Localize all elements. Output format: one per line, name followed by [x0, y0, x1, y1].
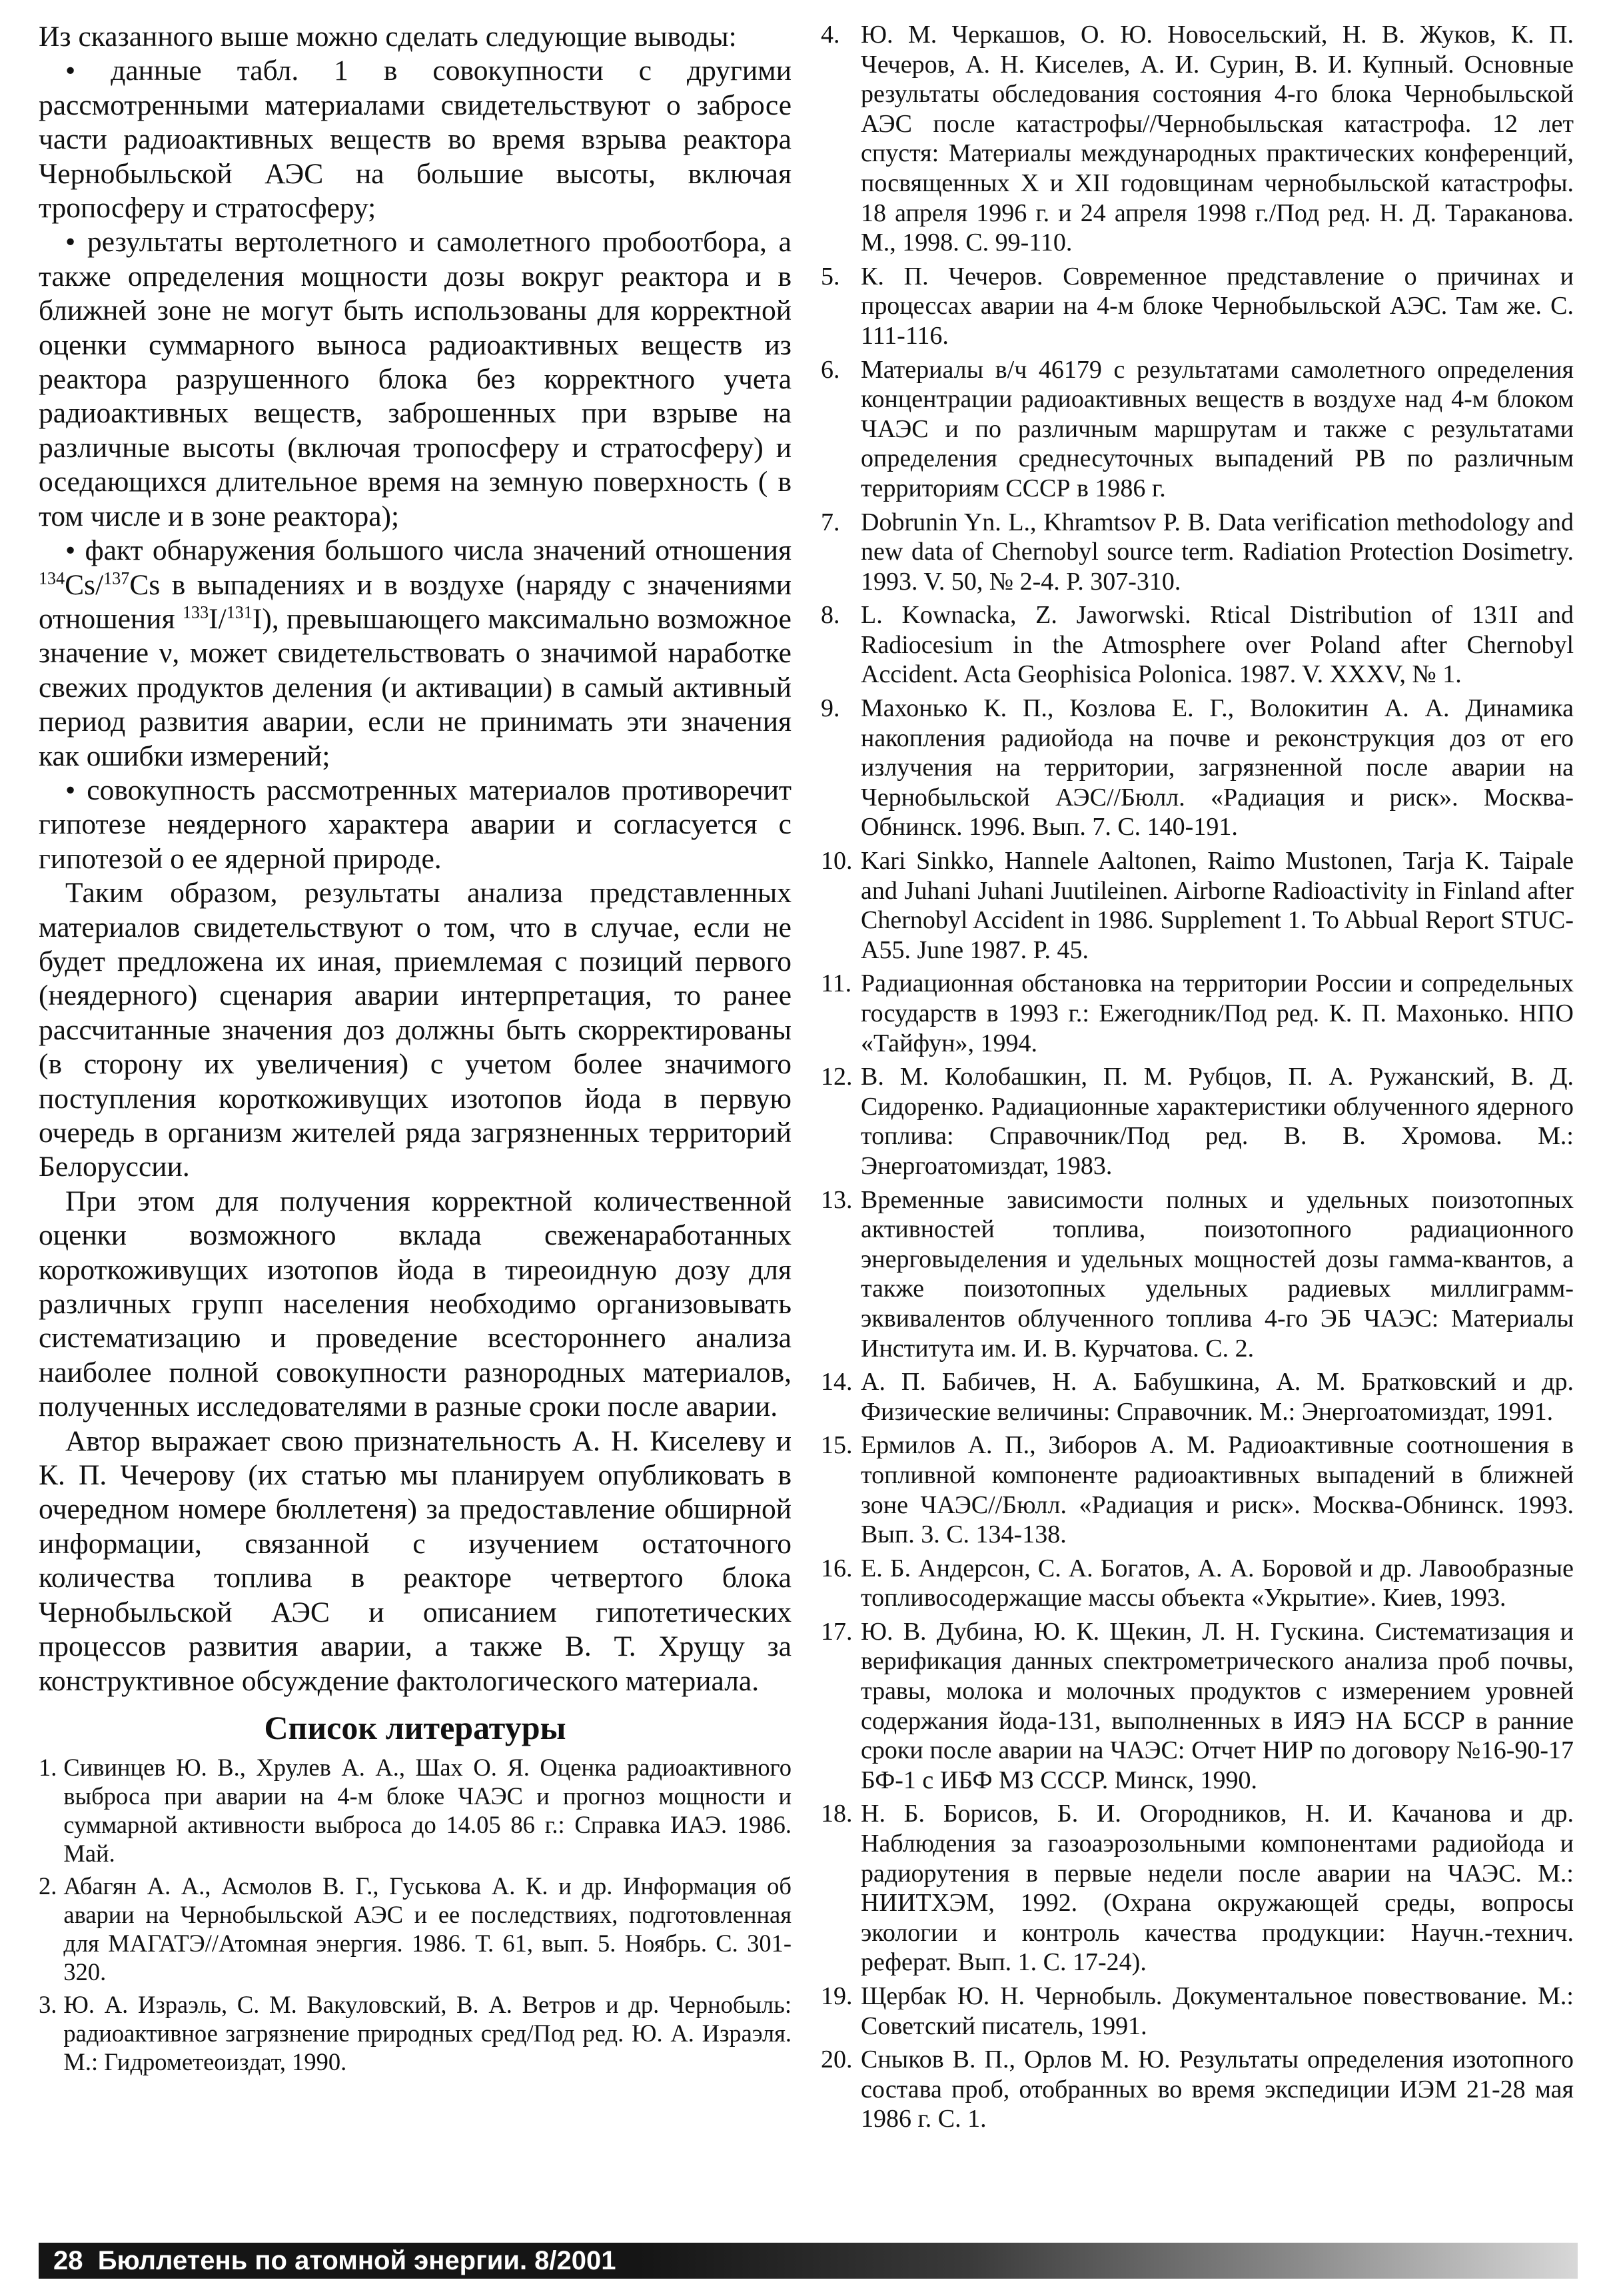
reference-number: 7.	[821, 508, 840, 536]
reference-number: 18.	[821, 1800, 853, 1828]
reference-item	[821, 969, 1574, 1058]
reference-text: В. М. Колобашкин, П. М. Рубцов, П. А. Ружанский, В. Д. Сидоренко. Радиационные характеристики облученного ядерного топлива: Справочник/Под ред. В. В. Хромова. М.: Энергоатомиздат, 1983.	[861, 1063, 1574, 1180]
page-footer	[39, 2243, 1578, 2279]
reference-item	[821, 355, 1574, 504]
reference-number: 15.	[821, 1431, 853, 1460]
body-paragraph: При этом для получения корректной количественной оценки возможного вклада свеженаработанных короткоживущих изотопов йода в тиреоидную дозу для различных групп населения необходимо организовывать систематизацию и проведение всестороннего анализа наиболее полной совокупности разнородных материалов, полученных исследователями в разные сроки после аварии.	[39, 1185, 792, 1423]
acknowledgements-paragraph: Автор выражает свою признательность А. Н. Киселеву и К. П. Чечерову (их статью мы планируем опубликовать в очередном номере бюллетеня) за предоставление обширной информации, связанной с изучением остаточного количества топлива в реакторе четвертого блока Чернобыльской АЭС и описанием гипотетических процессов развития аварии, а также В. Т. Хрущу за конструктивное обсуждение фактологического материала.	[39, 1425, 792, 1697]
references-heading: Список литературы	[264, 1708, 566, 1746]
reference-item	[821, 1367, 1574, 1427]
bullet-paragraph-isotopes: • факт обнаружения большого числа значений отношения $^{134}$Cs/$^{137}$Cs в выпадениях и в воздухе (наряду с значениями отношения $^{133}$I/$^{131}$I), превышающего максимально возможное значение ν, может свидетельствовать о значимой наработке свежих продуктов деления (и активации) в самый активный период развития аварии, если не принимать эти значения как ошибки измерений;	[39, 534, 792, 772]
reference-text: Е. Б. Андерсон, С. А. Богатов, А. А. Боровой и др. Лавообразные топливосодержащие массы объекта «Укрытие». Киев, 1993.	[861, 1554, 1574, 1612]
reference-item	[39, 1753, 792, 1868]
reference-number: 19.	[821, 1982, 853, 2010]
reference-text: L. Kownacka, Z. Jaworwski. Rtical Distribution of 131I and Radiocesium in the Atmosphere over Poland after Chernobyl Accident. Acta Geophisica Polonica. 1987. V. XXXV, № 1.	[861, 601, 1574, 689]
reference-number: 2.	[39, 1872, 57, 1900]
reference-item	[821, 508, 1574, 597]
reference-number: 6.	[821, 355, 840, 384]
reference-item	[821, 694, 1574, 842]
reference-item	[821, 1062, 1574, 1181]
reference-text: Радиационная обстановка на территории России и сопредельных государств в 1993 г.: Ежегодник/Под ред. К. П. Махонько. НПО «Тайфун», 1994.	[861, 969, 1574, 1057]
bullet-paragraph: • результаты вертолетного и самолетного пробоотбора, а также определения мощности дозы вокруг реактора и в ближней зоне не могут быть использованы для корректной оценки суммарного выноса радиоактивных веществ из реактора разрушенного блока без корректного учета радиоактивных веществ, заброшенных при взрыве на различные высоты (включая тропосферу и стратосферу) и оседающихся длительное время на земную поверхность ( в том числе и в зоне реактора);	[39, 226, 792, 532]
reference-item	[821, 1799, 1574, 1978]
reference-text: Ю. В. Дубина, Ю. К. Щекин, Л. Н. Гускина. Систематизация и верификация данных спектрометрического анализа проб почвы, травы, молока и молочных продуктов с измерением уровней содержания йода-131, выполненных в ИЯЭ НА БССР в ранние сроки после аварии на ЧАЭС: Отчет НИР по договору №16-90-17 БФ-1 с ИБФ МЗ СССР. Минск, 1990.	[861, 1617, 1574, 1794]
right-column-references	[821, 20, 1574, 2138]
reference-number: 12.	[821, 1063, 853, 1091]
reference-text: Материалы в/ч 46179 с результатами самолетного определения концентрации радиоактивных веществ в воздухе над 4-м блоком ЧАЭС и по различным маршрутам и также с результатами определения среднесуточных выпадений РВ по различным территориям СССР в 1986 г.	[861, 355, 1574, 502]
reference-text: Махонько К. П., Козлова Е. Г., Волокитин А. А. Динамика накопления радиойода на почве и реконструкция доз от его излучения на территории, загрязненной после аварии на Чернобыльской АЭС//Бюлл. «Радиация и риск». Москва-Обнинск. 1996. Вып. 7. С. 140-191.	[861, 694, 1574, 842]
reference-item	[821, 1982, 1574, 2041]
reference-text: Временные зависимости полных и удельных поизотопных активностей топлива, поизотопного радиационного энерговыделения и удельных мощностей дозы гамма-квантов, а также поизотопных удельных радиевых миллиграмм-эквивалентов облученного топлива 4-го ЭБ ЧАЭС: Материалы Института им. И. В. Курчатова. С. 2.	[861, 1185, 1574, 1363]
left-column	[39, 20, 792, 2080]
reference-number: 9.	[821, 694, 840, 723]
reference-text: Сивинцев Ю. В., Хрулев А. А., Шах О. Я. Оценка радиоактивного выброса при аварии на 4-м блоке ЧАЭС и прогноз мощности и суммарной активности выброса до 14.05 86 г.: Справка ИАЭ. 1986. Май.	[63, 1753, 792, 1867]
reference-item	[39, 1990, 792, 2076]
reference-number: 14.	[821, 1368, 853, 1397]
bullet-paragraph: • данные табл. 1 в совокупности с другими рассмотренными материалами свидетельствуют о забросе части радиоактивных веществ во время взрыва реактора Чернобыльской АЭС на большие высоты, включая тропосферу и стратосферу;	[39, 55, 792, 225]
reference-item	[821, 1431, 1574, 1549]
reference-number: 3.	[39, 1990, 57, 2018]
bullet-paragraph: • совокупность рассмотренных материалов противоречит гипотезе неядерного характера аварии и согласуется с гипотезой о ее ядерной природе.	[39, 774, 792, 875]
reference-number: 1.	[39, 1753, 57, 1781]
journal-title: Бюллетень по атомной энергии. 8/2001	[97, 2246, 616, 2275]
reference-text: А. П. Бабичев, Н. А. Бабушкина, А. М. Братковский и др. Физические величины: Справочник. М.: Энергоатомиздат, 1991.	[861, 1368, 1574, 1426]
reference-text: Ю. М. Черкашов, О. Ю. Новосельский, Н. В. Жуков, К. П. Чечеров, А. Н. Киселев, А. И. Сурин, В. И. Купный. Основные результаты обследования состояния 4-го блока Чернобыльской АЭС после катастрофы//Чернобыльская катастрофа. 12 лет спустя: Материалы международных практических конференций, посвященных Х и XII годовщинам чернобыльской катастрофы. 18 апреля 1996 г. и 24 апреля 1998 г./Под ред. Н. Д. Тараканова. М., 1998. С. 99-110.	[861, 21, 1574, 257]
reference-item	[821, 600, 1574, 690]
reference-number: 10.	[821, 847, 853, 875]
reference-text: Ермилов А. П., Зиборов А. М. Радиоактивные соотношения в топливной компоненте радиоактивных выпадений в ближней зоне ЧАЭС//Бюлл. «Радиация и риск». Москва-Обнинск. 1993. Вып. 3. С. 134-138.	[861, 1431, 1574, 1549]
reference-number: 4.	[821, 21, 840, 49]
reference-item	[821, 2045, 1574, 2134]
reference-number: 11.	[821, 969, 852, 998]
reference-number: 16.	[821, 1554, 853, 1582]
reference-text: Н. Б. Борисов, Б. И. Огородников, Н. И. Качанова и др. Наблюдения за газоаэрозольными компонентами радиойода и радиорутения в первые недели после аварии на ЧАЭС. М.: НИИТХЭМ, 1992. (Охрана окружающей среды, вопросы экологии и контроль качества продукции: Научн.-технич. реферат. Вып. 1. С. 17-24).	[861, 1800, 1574, 1977]
reference-number: 8.	[821, 601, 840, 630]
reference-text: К. П. Чечеров. Современное представление о причинах и процессах аварии на 4-м блоке Чернобыльской АЭС. Там же. С. 111-116.	[861, 262, 1574, 350]
reference-item	[821, 1185, 1574, 1364]
reference-text: Сныков В. П., Орлов М. Ю. Результаты определения изотопного состава проб, отобранных во время экспедиции ИЭМ 21-28 мая 1986 г. С. 1.	[861, 2045, 1574, 2133]
reference-item	[821, 20, 1574, 258]
reference-item	[39, 1872, 792, 1986]
reference-item	[821, 1617, 1574, 1796]
footer-gradient-bar	[639, 2243, 1578, 2279]
reference-item	[821, 262, 1574, 351]
reference-text: Абагян А. А., Асмолов В. Г., Гуськова А. К. и др. Информация об аварии на Чернобыльской АЭС и ее последствиях, подготовленная для МАГАТЭ//Атомная энергия. 1986. Т. 61, вып. 5. Ноябрь. С. 301-320.	[63, 1872, 792, 1986]
body-paragraph: Таким образом, результаты анализа представленных материалов свидетельствуют о том, что в случае, если не будет предложена их иная, приемлемая с позиций первого (неядерного) сценария аварии интерпретация, то ранее рассчитанные значения доз должны быть скорректированы (в сторону их увеличения) с учетом более значимого поступления короткоживущих изотопов йода в первую очередь в организм жителей ряда загрязненных территорий Белоруссии.	[39, 877, 792, 1183]
reference-number: 5.	[821, 262, 840, 290]
reference-text: Ю. А. Израэль, С. М. Вакуловский, В. А. Ветров и др. Чернобыль: радиоактивное загрязнение природных сред/Под ред. Ю. А. Израэля. М.: Гидрометеоиздат, 1990.	[63, 1990, 792, 2075]
paragraph-conclusions-intro: Из сказанного выше можно сделать следующие выводы:	[39, 21, 737, 53]
reference-number: 17.	[821, 1617, 853, 1646]
reference-item	[821, 1554, 1574, 1613]
reference-text: Dobrunin Yn. L., Khramtsov P. B. Data verification methodology and new data of Chernobyl source term. Radiation Protection Dosimetry. 1993. V. 50, № 2-4. P. 307-310.	[861, 508, 1574, 596]
reference-number: 20.	[821, 2045, 853, 2074]
reference-text: Kari Sinkko, Hannele Aaltonen, Raimo Mustonen, Tarja K. Taipale and Juhani Juhani Juutileinen. Airborne Radioactivity in Finland after Chernobyl Accident in 1986. Supplement 1. To Abbual Report STUC-A55. June 1987. P. 45.	[861, 847, 1574, 964]
reference-number: 13.	[821, 1185, 853, 1214]
footer-label	[39, 2243, 639, 2279]
reference-text: Щербак Ю. Н. Чернобыль. Документальное повествование. М.: Советский писатель, 1991.	[861, 1982, 1574, 2040]
page-number: 28	[53, 2246, 83, 2275]
reference-item	[821, 846, 1574, 965]
